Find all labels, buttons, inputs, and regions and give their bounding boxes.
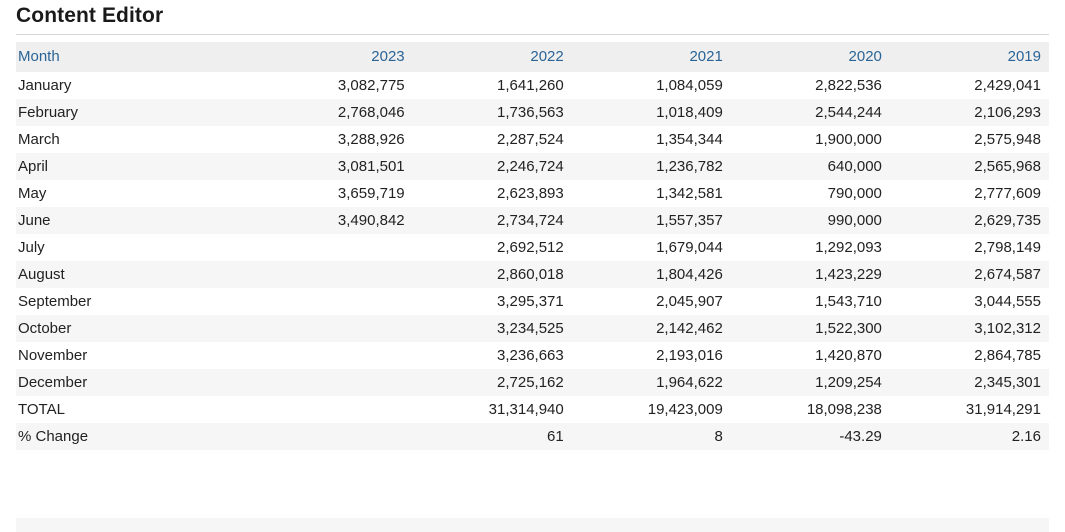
cell-2019: 2,629,735	[974, 212, 1041, 229]
cell-2019: 2,345,301	[974, 374, 1041, 391]
cell-2020: 640,000	[827, 158, 882, 175]
table-row	[16, 180, 1049, 207]
row-label: October	[18, 320, 72, 337]
cell-2023: 3,659,719	[337, 185, 405, 202]
cell-2019: 3,102,312	[974, 320, 1041, 337]
cell-2021: 1,342,581	[656, 185, 723, 202]
cell-2020: 2,544,244	[815, 104, 882, 121]
cell-2022: 3,236,663	[497, 347, 564, 364]
row-label: September	[18, 293, 92, 310]
cell-2021: 1,679,044	[656, 239, 723, 256]
column-header-2019[interactable]: 2019	[1007, 48, 1041, 65]
row-label: April	[18, 158, 49, 175]
cell-2020: 1,423,229	[815, 266, 882, 283]
cell-2022: 3,234,525	[497, 320, 564, 337]
table-row	[16, 126, 1049, 153]
cell-2019: 31,914,291	[965, 401, 1041, 418]
row-label: December	[18, 374, 88, 391]
cell-2019: 2.16	[1011, 428, 1041, 445]
table-row	[16, 99, 1049, 126]
cell-2020: 990,000	[827, 212, 882, 229]
cell-2023: 2,768,046	[337, 104, 405, 121]
cell-2022: 2,860,018	[497, 266, 564, 283]
column-header-2023[interactable]: 2023	[371, 48, 405, 65]
column-header-2021[interactable]: 2021	[689, 48, 723, 65]
page-title: Content Editor	[16, 4, 1049, 35]
cell-2023	[254, 423, 413, 450]
cell-2019: 2,106,293	[974, 104, 1041, 121]
table-row	[16, 234, 1049, 261]
table-row	[16, 288, 1049, 315]
row-label: August	[18, 266, 65, 283]
cell-2021: 1,236,782	[656, 158, 723, 175]
cell-2022: 2,287,524	[497, 131, 564, 148]
cell-2020: 790,000	[827, 185, 882, 202]
cell-2023	[254, 342, 413, 369]
cell-2019: 2,429,041	[974, 77, 1041, 94]
cell-2020: 1,543,710	[815, 293, 882, 310]
column-header-2020[interactable]: 2020	[848, 48, 882, 65]
cell-2023	[254, 369, 413, 396]
cell-2021: 1,804,426	[656, 266, 723, 283]
cell-2022: 1,641,260	[497, 77, 564, 94]
cell-2021: 1,557,357	[656, 212, 723, 229]
table-row-percent-change	[16, 423, 1049, 450]
row-label: February	[18, 104, 79, 121]
cell-2019: 2,798,149	[974, 239, 1041, 256]
table-row	[16, 315, 1049, 342]
table-row	[16, 153, 1049, 180]
cell-2022: 31,314,940	[488, 401, 564, 418]
cell-2020: 1,209,254	[815, 374, 882, 391]
column-header-2022[interactable]: 2022	[530, 48, 564, 65]
cell-2020: 1,522,300	[815, 320, 882, 337]
row-label: % Change	[18, 428, 89, 445]
cell-2023	[254, 396, 413, 423]
page-container	[0, 4, 1065, 532]
row-label: June	[18, 212, 51, 229]
table-footer-strip	[16, 518, 1049, 532]
cell-2021: 1,354,344	[656, 131, 723, 148]
cell-2021: 2,193,016	[656, 347, 723, 364]
cell-2020: 1,420,870	[815, 347, 882, 364]
cell-2021: 2,142,462	[656, 320, 723, 337]
cell-2021: 1,018,409	[656, 104, 723, 121]
cell-2023	[254, 234, 413, 261]
cell-2021: 8	[714, 428, 723, 445]
cell-2020: 1,292,093	[815, 239, 882, 256]
cell-2021: 2,045,907	[656, 293, 723, 310]
table-row	[16, 261, 1049, 288]
cell-2023: 3,490,842	[337, 212, 405, 229]
cell-2023	[254, 261, 413, 288]
cell-2022: 61	[547, 428, 564, 445]
cell-2021: 1,084,059	[656, 77, 723, 94]
cell-2019: 3,044,555	[974, 293, 1041, 310]
cell-2022: 2,623,893	[497, 185, 564, 202]
cell-2020: 18,098,238	[806, 401, 882, 418]
cell-2022: 2,734,724	[497, 212, 564, 229]
cell-2022: 2,725,162	[497, 374, 564, 391]
cell-2019: 2,777,609	[974, 185, 1041, 202]
cell-2023	[254, 288, 413, 315]
table-row-total	[16, 396, 1049, 423]
cell-2023: 3,081,501	[337, 158, 405, 175]
cell-2022: 1,736,563	[497, 104, 564, 121]
cell-2022: 2,692,512	[497, 239, 564, 256]
table-body	[16, 72, 1049, 450]
table-header	[16, 42, 1049, 72]
row-label: March	[18, 131, 60, 148]
cell-2023: 3,082,775	[337, 77, 405, 94]
cell-2020: 2,822,536	[815, 77, 882, 94]
table-header-row	[16, 42, 1049, 72]
row-label: November	[18, 347, 88, 364]
row-label: TOTAL	[18, 401, 65, 418]
table-row	[16, 207, 1049, 234]
row-label: May	[18, 185, 47, 202]
column-header-month[interactable]: Month	[18, 48, 60, 65]
cell-2021: 19,423,009	[647, 401, 723, 418]
cell-2022: 3,295,371	[497, 293, 564, 310]
table-row	[16, 342, 1049, 369]
cell-2019: 2,565,968	[974, 158, 1041, 175]
cell-2020: 1,900,000	[815, 131, 882, 148]
cell-2023	[254, 315, 413, 342]
row-label: January	[18, 77, 72, 94]
row-label: July	[18, 239, 45, 256]
yearly-totals-table	[16, 42, 1049, 450]
table-row	[16, 369, 1049, 396]
cell-2019: 2,575,948	[974, 131, 1041, 148]
cell-2019: 2,864,785	[974, 347, 1041, 364]
cell-2021: 1,964,622	[656, 374, 723, 391]
cell-2020: -43.29	[839, 428, 882, 445]
cell-2022: 2,246,724	[497, 158, 564, 175]
cell-2023: 3,288,926	[337, 131, 405, 148]
cell-2019: 2,674,587	[974, 266, 1041, 283]
table-row	[16, 72, 1049, 99]
